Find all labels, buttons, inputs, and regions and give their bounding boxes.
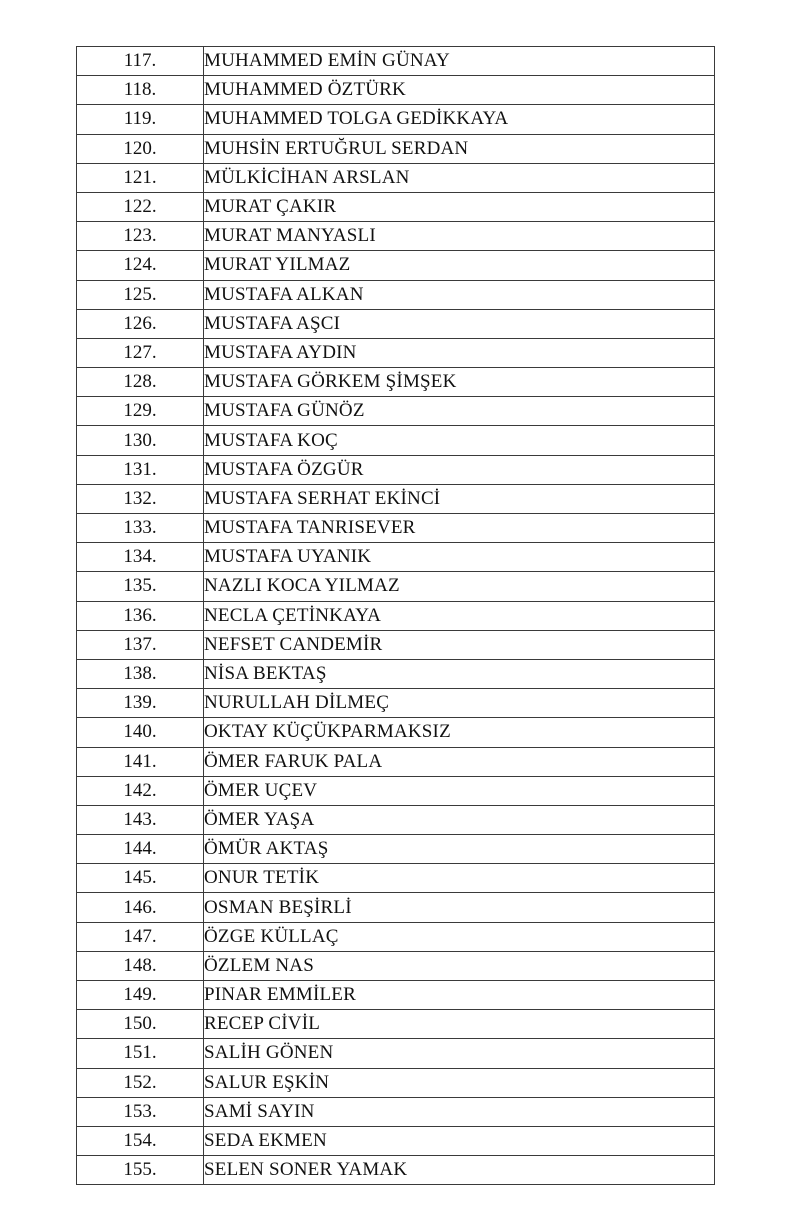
table-row [77,192,715,221]
table-row [77,105,715,134]
row-number: 128. [77,368,204,397]
table-row [77,514,715,543]
person-name: SALİH GÖNEN [204,1039,715,1068]
person-name: NAZLI KOCA YILMAZ [204,572,715,601]
person-name: ÖMER YAŞA [204,805,715,834]
person-name: MUSTAFA GÜNÖZ [204,397,715,426]
row-number: 151. [77,1039,204,1068]
table-row [77,397,715,426]
table-row [77,222,715,251]
table-row [77,1010,715,1039]
row-number: 125. [77,280,204,309]
person-name: SELEN SONER YAMAK [204,1156,715,1185]
row-number: 129. [77,397,204,426]
row-number: 152. [77,1068,204,1097]
person-name: MUSTAFA KOÇ [204,426,715,455]
person-name: MUHAMMED TOLGA GEDİKKAYA [204,105,715,134]
table-row [77,776,715,805]
table-row [77,718,715,747]
person-name: ÖMER UÇEV [204,776,715,805]
person-name: NİSA BEKTAŞ [204,659,715,688]
table-row [77,1097,715,1126]
table-row [77,134,715,163]
person-name: MURAT ÇAKIR [204,192,715,221]
row-number: 147. [77,922,204,951]
person-name: MUSTAFA TANRISEVER [204,514,715,543]
row-number: 146. [77,893,204,922]
person-name: SALUR EŞKİN [204,1068,715,1097]
person-name: NEFSET CANDEMİR [204,630,715,659]
row-number: 154. [77,1126,204,1155]
person-name: ÖZGE KÜLLAÇ [204,922,715,951]
table-row [77,951,715,980]
person-name: NURULLAH DİLMEÇ [204,689,715,718]
names-table-body [77,47,715,1185]
table-row [77,163,715,192]
person-name: PINAR EMMİLER [204,981,715,1010]
row-number: 145. [77,864,204,893]
table-row [77,630,715,659]
row-number: 150. [77,1010,204,1039]
table-row [77,338,715,367]
names-table [76,46,715,1185]
table-row [77,893,715,922]
table-row [77,805,715,834]
table-row [77,572,715,601]
row-number: 133. [77,514,204,543]
table-row [77,309,715,338]
row-number: 121. [77,163,204,192]
row-number: 148. [77,951,204,980]
row-number: 124. [77,251,204,280]
person-name: OKTAY KÜÇÜKPARMAKSIZ [204,718,715,747]
person-name: MUSTAFA GÖRKEM ŞİMŞEK [204,368,715,397]
table-row [77,835,715,864]
table-row [77,1126,715,1155]
row-number: 141. [77,747,204,776]
row-number: 127. [77,338,204,367]
row-number: 118. [77,76,204,105]
row-number: 119. [77,105,204,134]
row-number: 135. [77,572,204,601]
row-number: 144. [77,835,204,864]
row-number: 143. [77,805,204,834]
table-row [77,689,715,718]
row-number: 136. [77,601,204,630]
person-name: MUHAMMED ÖZTÜRK [204,76,715,105]
row-number: 132. [77,484,204,513]
table-row [77,251,715,280]
person-name: MÜLKİCİHAN ARSLAN [204,163,715,192]
table-row [77,76,715,105]
row-number: 137. [77,630,204,659]
person-name: MUSTAFA ALKAN [204,280,715,309]
person-name: MUSTAFA AYDIN [204,338,715,367]
table-row [77,659,715,688]
person-name: MUSTAFA AŞCI [204,309,715,338]
table-row [77,426,715,455]
person-name: MURAT MANYASLI [204,222,715,251]
person-name: MUHSİN ERTUĞRUL SERDAN [204,134,715,163]
table-row [77,368,715,397]
person-name: RECEP CİVİL [204,1010,715,1039]
person-name: MUSTAFA UYANIK [204,543,715,572]
row-number: 142. [77,776,204,805]
row-number: 155. [77,1156,204,1185]
row-number: 153. [77,1097,204,1126]
table-row [77,864,715,893]
table-row [77,280,715,309]
table-row [77,981,715,1010]
table-row [77,484,715,513]
row-number: 138. [77,659,204,688]
row-number: 139. [77,689,204,718]
row-number: 122. [77,192,204,221]
table-row [77,747,715,776]
row-number: 149. [77,981,204,1010]
person-name: SAMİ SAYIN [204,1097,715,1126]
person-name: ONUR TETİK [204,864,715,893]
person-name: MUHAMMED EMİN GÜNAY [204,47,715,76]
person-name: MURAT YILMAZ [204,251,715,280]
row-number: 140. [77,718,204,747]
person-name: MUSTAFA ÖZGÜR [204,455,715,484]
person-name: ÖZLEM NAS [204,951,715,980]
row-number: 123. [77,222,204,251]
row-number: 134. [77,543,204,572]
row-number: 126. [77,309,204,338]
person-name: ÖMER FARUK PALA [204,747,715,776]
table-row [77,1039,715,1068]
person-name: OSMAN BEŞİRLİ [204,893,715,922]
table-row [77,922,715,951]
row-number: 120. [77,134,204,163]
person-name: MUSTAFA SERHAT EKİNCİ [204,484,715,513]
table-row [77,601,715,630]
person-name: ÖMÜR AKTAŞ [204,835,715,864]
table-row [77,1068,715,1097]
row-number: 130. [77,426,204,455]
table-row [77,543,715,572]
table-row [77,47,715,76]
row-number: 117. [77,47,204,76]
row-number: 131. [77,455,204,484]
table-row [77,1156,715,1185]
table-row [77,455,715,484]
person-name: SEDA EKMEN [204,1126,715,1155]
person-name: NECLA ÇETİNKAYA [204,601,715,630]
